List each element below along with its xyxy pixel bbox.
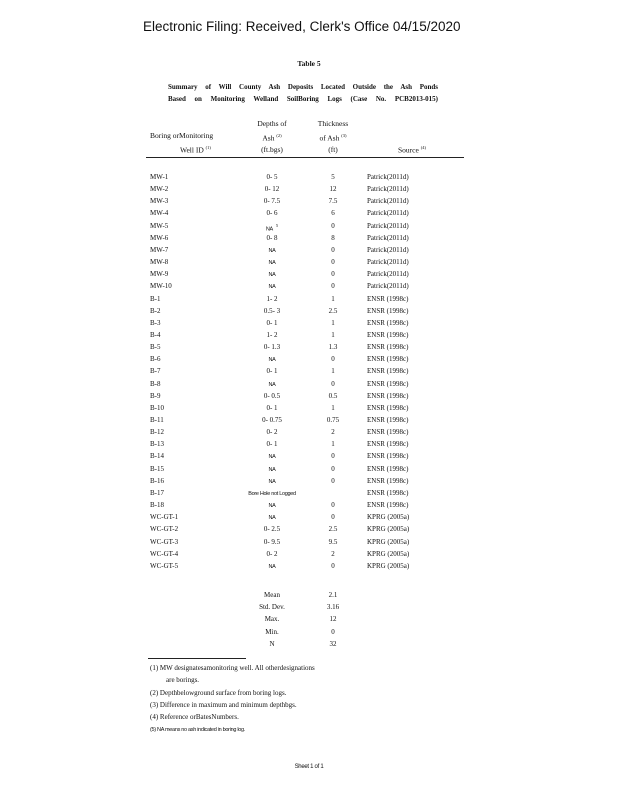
thickness-cell: 0 bbox=[331, 501, 335, 510]
thickness-cell: 0 bbox=[331, 282, 335, 291]
depth-cell bbox=[232, 402, 312, 414]
table-row bbox=[0, 232, 618, 244]
thickness-cell: 1 bbox=[331, 294, 335, 303]
header-thickness bbox=[308, 118, 358, 155]
stat-label: Mean bbox=[264, 591, 280, 599]
thickness-cell: 0.75 bbox=[326, 416, 340, 424]
source-cell: ENSR (1998c) bbox=[367, 294, 409, 303]
header-depths-note: (2) bbox=[276, 132, 282, 138]
depth-value: 0- 1.3 bbox=[263, 343, 281, 352]
well-id-cell: MW-6 bbox=[150, 233, 169, 242]
table-title: Table 5 bbox=[297, 59, 321, 68]
table-row bbox=[0, 536, 618, 548]
source-cell: Patrick(2011d) bbox=[367, 258, 409, 267]
header-depths-line3: (ft.bgs) bbox=[261, 144, 283, 154]
table-row bbox=[0, 183, 618, 195]
depth-cell bbox=[232, 171, 312, 183]
thickness-cell: 0 bbox=[331, 452, 335, 461]
well-id-cell: B-3 bbox=[150, 318, 161, 327]
depth-cell bbox=[232, 378, 312, 391]
thickness-cell: 8 bbox=[331, 233, 335, 242]
well-id-cell: MW-1 bbox=[150, 173, 169, 181]
header-boring-line1: Boring orMonitoring bbox=[150, 131, 214, 140]
depth-value: 0- 9.5 bbox=[263, 537, 281, 546]
well-id-cell: B-2 bbox=[150, 306, 161, 315]
depth-cell bbox=[232, 183, 312, 195]
thickness-cell: 0 bbox=[331, 476, 335, 485]
well-id-cell: B-13 bbox=[150, 440, 164, 449]
header-boring bbox=[150, 130, 213, 156]
depth-value: Bore Hole not Logged bbox=[248, 490, 296, 497]
header-depths-line1: Depths of bbox=[257, 119, 287, 128]
table-row bbox=[0, 378, 618, 390]
header-depths bbox=[232, 118, 312, 155]
depth-value: 0- 12 bbox=[264, 185, 280, 194]
header-source bbox=[398, 142, 426, 156]
depth-value: 0- 6 bbox=[266, 209, 278, 218]
well-id-cell: WC-GT-2 bbox=[150, 525, 179, 534]
table-row bbox=[0, 548, 618, 560]
well-id-cell: B-15 bbox=[150, 464, 164, 473]
depth-cell bbox=[232, 511, 312, 524]
well-id-cell: MW-8 bbox=[150, 258, 169, 267]
well-id-cell: B-7 bbox=[150, 367, 161, 376]
thickness-cell: 1 bbox=[331, 367, 335, 376]
depth-value: 0- 2 bbox=[266, 549, 278, 558]
well-id-cell: MW-7 bbox=[150, 245, 169, 254]
thickness-cell: 0 bbox=[331, 513, 335, 522]
header-thickness-line2: of Ash bbox=[319, 133, 340, 142]
source-cell: KPRG (2005a) bbox=[367, 513, 410, 522]
depth-cell bbox=[232, 207, 312, 219]
depth-value: 1- 2 bbox=[266, 294, 278, 303]
table-row bbox=[0, 317, 618, 329]
source-cell: ENSR (1998c) bbox=[367, 488, 409, 497]
source-cell: KPRG (2005a) bbox=[367, 537, 410, 546]
depth-value: NA bbox=[268, 260, 276, 267]
thickness-cell: 1 bbox=[331, 440, 335, 449]
depth-value: 0.5- 3 bbox=[263, 306, 281, 315]
depth-cell bbox=[232, 414, 312, 426]
depth-cell bbox=[232, 548, 312, 560]
stat-row bbox=[0, 601, 618, 613]
table-row bbox=[0, 329, 618, 341]
thickness-cell: 2 bbox=[331, 549, 335, 558]
depth-cell bbox=[232, 293, 312, 305]
footnote-rule bbox=[148, 658, 246, 659]
footnote-1-cont: are borings. bbox=[166, 676, 200, 684]
caption-line-1: Summary of Will County Ash Deposits Located Outside the Ash Ponds bbox=[168, 83, 438, 91]
table-caption bbox=[168, 81, 438, 105]
table-row bbox=[0, 487, 618, 499]
source-cell: Patrick(2011d) bbox=[367, 185, 409, 194]
table-row bbox=[0, 365, 618, 377]
depth-value: 0- 8 bbox=[266, 233, 278, 242]
thickness-cell: 7.5 bbox=[328, 197, 338, 206]
depth-value: 0- 1 bbox=[266, 403, 278, 412]
thickness-cell: 0 bbox=[331, 270, 335, 279]
table-row bbox=[0, 402, 618, 414]
well-id-cell: B-11 bbox=[150, 416, 164, 424]
footnote-5: (5) NA means no ash indicated in boring log. bbox=[150, 727, 246, 733]
well-id-cell: B-18 bbox=[150, 501, 164, 510]
thickness-cell: 0 bbox=[331, 561, 335, 570]
table-row bbox=[0, 475, 618, 487]
header-thickness-line1: Thickness bbox=[317, 119, 349, 128]
stat-value: 12 bbox=[329, 615, 337, 624]
depth-note: 5 bbox=[275, 222, 279, 228]
depth-cell bbox=[232, 365, 312, 377]
source-cell: Patrick(2011d) bbox=[367, 221, 409, 230]
depth-value: 0- 0.5 bbox=[263, 391, 281, 400]
thickness-cell: 0 bbox=[331, 258, 335, 267]
well-id-cell: B-16 bbox=[150, 476, 164, 485]
source-cell: ENSR (1998c) bbox=[367, 476, 409, 485]
sheet-number: Sheet 1 of 1 bbox=[294, 764, 324, 770]
source-cell: ENSR (1998c) bbox=[367, 428, 409, 437]
table-row bbox=[0, 511, 618, 523]
well-id-cell: WC-GT-3 bbox=[150, 537, 179, 546]
depth-value: 0- 1 bbox=[266, 367, 278, 376]
table-row bbox=[0, 390, 618, 402]
well-id-cell: MW-9 bbox=[150, 270, 169, 279]
thickness-cell: 9.5 bbox=[328, 537, 338, 546]
depth-value: NA bbox=[268, 503, 276, 510]
depth-cell bbox=[232, 353, 312, 366]
thickness-cell: 0 bbox=[331, 221, 335, 230]
table-row bbox=[0, 341, 618, 353]
depth-value: 0- 7.5 bbox=[263, 197, 281, 206]
depth-cell bbox=[232, 475, 312, 488]
well-id-cell: B-9 bbox=[150, 391, 161, 400]
stat-row bbox=[0, 589, 618, 601]
depth-value: NA bbox=[265, 225, 273, 232]
header-source-note: (4) bbox=[420, 145, 426, 150]
depth-value: 0- 1 bbox=[266, 318, 278, 327]
depth-value: NA bbox=[268, 381, 276, 388]
stat-row bbox=[0, 638, 618, 650]
depth-value: 0- 1 bbox=[266, 440, 278, 449]
header-boring-note: (1) bbox=[205, 144, 211, 150]
source-cell: ENSR (1998c) bbox=[367, 391, 409, 400]
depth-cell bbox=[232, 195, 312, 207]
well-id-cell: B-1 bbox=[150, 294, 161, 303]
table-row bbox=[0, 195, 618, 207]
table-row bbox=[0, 220, 618, 232]
table-row bbox=[0, 256, 618, 268]
well-id-cell: MW-3 bbox=[150, 197, 169, 206]
depth-value: NA bbox=[268, 563, 276, 570]
depth-cell bbox=[232, 280, 312, 293]
table-row bbox=[0, 207, 618, 219]
header-boring-line2: Well ID bbox=[180, 145, 204, 154]
depth-cell bbox=[232, 244, 312, 257]
thickness-cell: 1 bbox=[331, 318, 335, 327]
source-cell: ENSR (1998c) bbox=[367, 464, 409, 473]
thickness-cell: 6 bbox=[331, 209, 335, 218]
source-cell: ENSR (1998c) bbox=[367, 440, 409, 449]
depth-cell bbox=[232, 329, 312, 341]
header-depths-line2: Ash bbox=[262, 133, 275, 142]
table-row bbox=[0, 560, 618, 572]
thickness-cell: 0 bbox=[331, 355, 335, 364]
thickness-cell: 1.3 bbox=[328, 343, 338, 352]
footnote-1: (1) MW designatesamonitoring well. All otherdesignations bbox=[150, 664, 315, 672]
well-id-cell: MW-4 bbox=[150, 209, 169, 218]
thickness-cell: 12 bbox=[329, 185, 337, 194]
table-row bbox=[0, 438, 618, 450]
table-row bbox=[0, 268, 618, 280]
depth-cell bbox=[232, 317, 312, 329]
thickness-cell: 2 bbox=[331, 428, 335, 437]
stat-value: 3.16 bbox=[326, 603, 340, 612]
thickness-cell: 0.5 bbox=[328, 391, 338, 400]
source-cell: ENSR (1998c) bbox=[367, 318, 409, 327]
depth-cell bbox=[232, 341, 312, 353]
thickness-cell: 0 bbox=[331, 245, 335, 254]
source-cell: ENSR (1998c) bbox=[367, 343, 409, 352]
thickness-cell: 2.5 bbox=[328, 525, 338, 534]
depth-value: NA bbox=[268, 272, 276, 279]
depth-value: 0- 2.5 bbox=[263, 525, 281, 534]
stat-label: Max. bbox=[264, 615, 280, 624]
well-id-cell: B-5 bbox=[150, 343, 161, 352]
well-id-cell: MW-5 bbox=[150, 221, 169, 230]
depth-value: 0- 2 bbox=[266, 428, 278, 437]
depth-cell bbox=[232, 487, 312, 500]
table-row bbox=[0, 450, 618, 462]
well-id-cell: B-12 bbox=[150, 428, 164, 437]
header-source-label: Source bbox=[398, 145, 419, 155]
stat-label: N bbox=[269, 639, 275, 648]
thickness-cell: 0 bbox=[331, 464, 335, 473]
footnote-4: (4) Reference orBatesNumbers. bbox=[150, 713, 239, 721]
stat-value: 0 bbox=[331, 627, 335, 636]
source-cell: ENSR (1998c) bbox=[367, 403, 409, 412]
thickness-cell: 5 bbox=[331, 173, 335, 181]
source-cell: Patrick(2011d) bbox=[367, 209, 409, 218]
depth-cell bbox=[232, 305, 312, 317]
source-cell: ENSR (1998c) bbox=[367, 452, 409, 461]
depth-cell bbox=[232, 523, 312, 535]
depth-cell bbox=[232, 232, 312, 244]
source-cell: Patrick(2011d) bbox=[367, 173, 409, 181]
thickness-cell: 1 bbox=[331, 330, 335, 339]
table-row bbox=[0, 353, 618, 365]
depth-cell bbox=[232, 499, 312, 512]
source-cell: Patrick(2011d) bbox=[367, 270, 409, 279]
depth-value: NA bbox=[268, 357, 276, 364]
filing-stamp: Electronic Filing: Received, Clerk's Office 04/15/2020 bbox=[143, 19, 461, 34]
source-cell: KPRG (2005a) bbox=[367, 561, 410, 570]
source-cell: ENSR (1998c) bbox=[367, 306, 409, 315]
depth-value: NA bbox=[268, 284, 276, 291]
depth-value: NA bbox=[268, 454, 276, 461]
well-id-cell: B-10 bbox=[150, 403, 164, 412]
stat-label: Min. bbox=[265, 627, 279, 636]
source-cell: ENSR (1998c) bbox=[367, 330, 409, 339]
table-row bbox=[0, 426, 618, 438]
table-row bbox=[0, 293, 618, 305]
depth-cell bbox=[232, 450, 312, 463]
table-row bbox=[0, 171, 618, 183]
depth-value: NA bbox=[268, 515, 276, 522]
header-rule bbox=[146, 157, 464, 158]
depth-cell bbox=[232, 560, 312, 573]
depth-cell bbox=[232, 426, 312, 438]
caption-line-2: Based on Monitoring Welland SoilBoring Logs (Case No. PCB2013-015) bbox=[168, 95, 438, 103]
well-id-cell: WC-GT-1 bbox=[150, 513, 179, 522]
footnote-3: (3) Difference in maximum and minimum depthbgs. bbox=[150, 701, 297, 709]
stat-value: 32 bbox=[329, 639, 337, 648]
well-id-cell: B-14 bbox=[150, 452, 164, 461]
well-id-cell: B-6 bbox=[150, 355, 161, 364]
well-id-cell: WC-GT-4 bbox=[150, 549, 179, 558]
well-id-cell: B-8 bbox=[150, 379, 161, 388]
depth-cell bbox=[232, 536, 312, 548]
table-row bbox=[0, 523, 618, 535]
table-row bbox=[0, 244, 618, 256]
source-cell: Patrick(2011d) bbox=[367, 233, 409, 242]
stat-label: Std. Dev. bbox=[259, 603, 285, 612]
source-cell: ENSR (1998c) bbox=[367, 501, 409, 510]
source-cell: ENSR (1998c) bbox=[367, 379, 409, 388]
well-id-cell: B-4 bbox=[150, 330, 161, 339]
source-cell: Patrick(2011d) bbox=[367, 245, 409, 254]
depth-value: NA bbox=[268, 247, 276, 254]
header-thickness-note: (3) bbox=[341, 132, 347, 138]
source-cell: ENSR (1998c) bbox=[367, 355, 409, 364]
depth-cell bbox=[232, 256, 312, 269]
thickness-cell: 2.5 bbox=[328, 306, 338, 315]
source-cell: ENSR (1998c) bbox=[367, 367, 409, 376]
source-cell: KPRG (2005a) bbox=[367, 549, 410, 558]
table-row bbox=[0, 305, 618, 317]
well-id-cell: B-17 bbox=[150, 488, 164, 497]
table-row bbox=[0, 463, 618, 475]
well-id-cell: MW-2 bbox=[150, 185, 169, 194]
thickness-cell: 1 bbox=[331, 403, 335, 412]
well-id-cell: MW-10 bbox=[150, 282, 172, 291]
source-cell: ENSR (1998c) bbox=[367, 416, 409, 424]
table-row bbox=[0, 499, 618, 511]
footnote-2: (2) Depthbelowground surface from boring logs. bbox=[150, 689, 287, 697]
depth-value: 0- 5 bbox=[266, 173, 278, 181]
source-cell: KPRG (2005a) bbox=[367, 525, 410, 534]
thickness-cell: 0 bbox=[331, 379, 335, 388]
depth-cell bbox=[232, 268, 312, 281]
depth-value: 0- 0.75 bbox=[262, 416, 282, 424]
depth-cell bbox=[232, 463, 312, 476]
depth-value: NA bbox=[268, 466, 276, 473]
source-cell: Patrick(2011d) bbox=[367, 197, 409, 206]
depth-cell bbox=[232, 438, 312, 450]
stat-value: 2.1 bbox=[328, 591, 338, 599]
table-row bbox=[0, 280, 618, 292]
depth-value: 1- 2 bbox=[266, 330, 278, 339]
source-cell: Patrick(2011d) bbox=[367, 282, 409, 291]
well-id-cell: WC-GT-5 bbox=[150, 561, 179, 570]
depth-value: NA bbox=[268, 478, 276, 485]
header-thickness-line3: (ft) bbox=[328, 144, 338, 154]
stat-row bbox=[0, 613, 618, 625]
table-row bbox=[0, 414, 618, 426]
stat-row bbox=[0, 626, 618, 638]
depth-cell bbox=[232, 390, 312, 402]
